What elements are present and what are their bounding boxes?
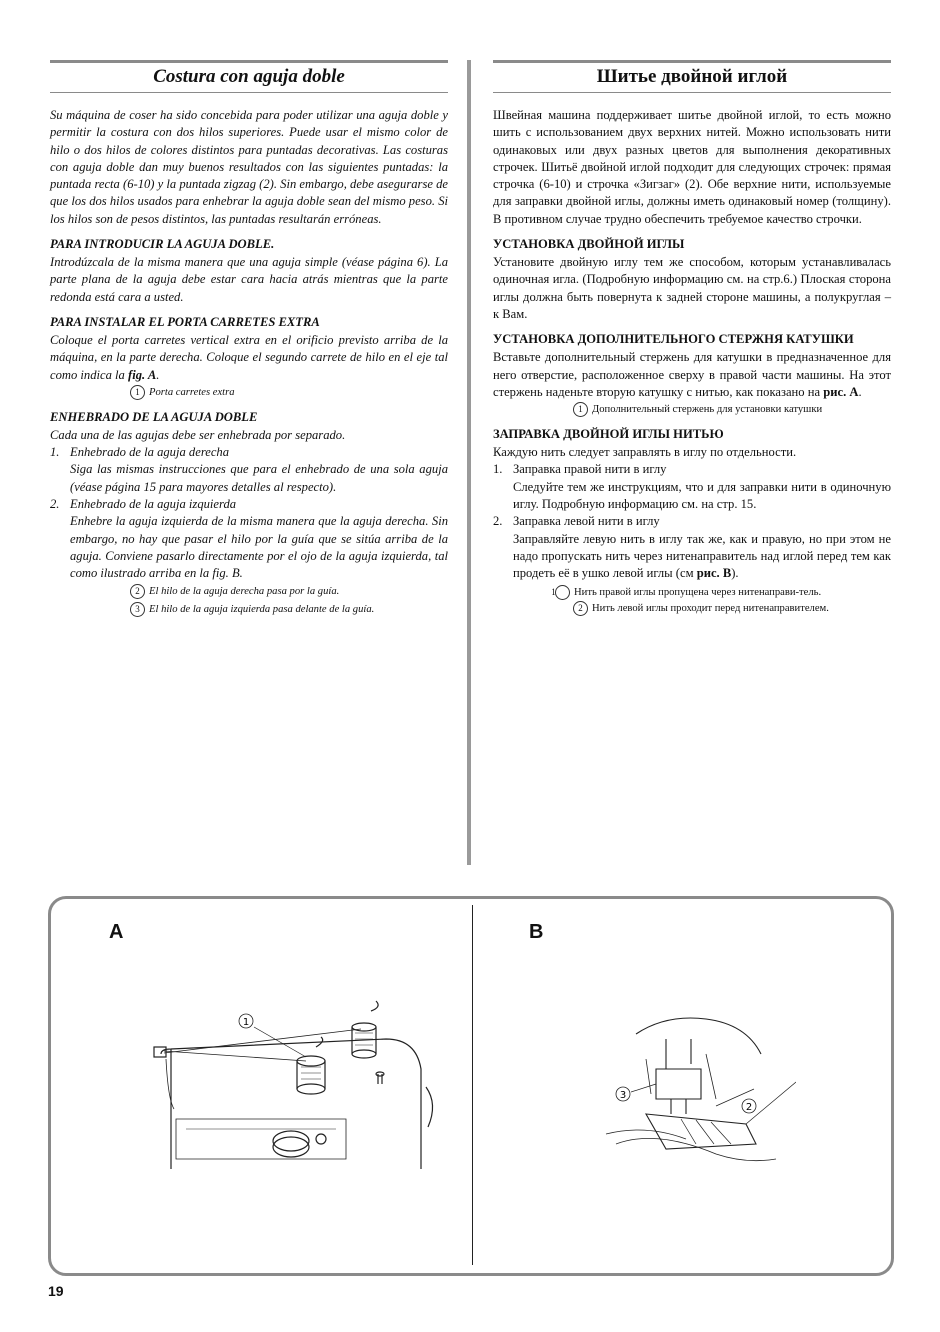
caption-3-ru: 2 Нить левой иглы проходит перед нитенаправителем. bbox=[493, 600, 891, 618]
intro-ru: Швейная машина поддерживает шитье двойной иглой, то есть можно шить с использованием двух верхних нитей. Можно использовать нити одинаковых или двух разных цветов для выполнения декоративных строчек. Шитьё двойной иглой подходит для следующих строчек: прямая строчка (6-10) и строчка «Зигзаг» (2). Обе верхние нити, используемые для заправки двойной иглы, должны иметь одинаковый номер (толщину). В противном случае трудно обеспечить требуемое качество строчки. bbox=[493, 108, 891, 226]
list-item: 1. Enhebrado de la aguja derecha Siga las mismas instrucciones que para el enhebrado de una sola aguja (véase página 15 para mayores detalles al respecto). bbox=[50, 445, 448, 494]
list-item: 2. Enhebrado de la aguja izquierda Enhebre la aguja izquierda de la misma manera que la aguja derecha. Sin embargo, no hay que pasar el hilo por la guía que se sitúa arriba de la aguja. Conviene pasarlo directamente por el ojo de la aguja izquierda, tal como ilustrado arriba en la fig. B. bbox=[50, 497, 448, 581]
column-spanish bbox=[50, 60, 448, 619]
heading-threading-es: ENHEBRADO DE LA AGUJA DOBLE bbox=[50, 409, 258, 424]
column-divider bbox=[467, 60, 471, 865]
threading-steps-es bbox=[50, 444, 448, 582]
intro-es: Su máquina de coser ha sido concebida para poder utilizar una aguja doble y permitir la costura con dos hilos superiores. Puede usar el mismo color de hilo o dos hilos de colores distintos para puntadas decorativas. Las costuras con aguja doble dan muy buenos resultados con las siguientes puntadas: la puntada recta (6-10) y la puntada zigzag (2). Sin embargo, debe asegurarse de que los dos hilos usados para enhebrar la aguja doble sean del mismo peso. Si los hilos son de pesos distintos, las puntadas resultarán erróneas. bbox=[50, 108, 448, 226]
threading-steps-ru bbox=[493, 461, 891, 582]
heading-spool-pin-es: PARA INSTALAR EL PORTA CARRETES EXTRA bbox=[50, 314, 320, 329]
heading-insert-needle-es: PARA INTRODUCIR LA AGUJA DOBLE. bbox=[50, 237, 275, 252]
heading-spool-pin-ru: УСТАНОВКА ДОПОЛНИТЕЛЬНОГО СТЕРЖНЯ КАТУШКИ bbox=[493, 332, 854, 347]
caption-1-es: 1 Porta carretes extra bbox=[50, 384, 448, 401]
caption-3-es: 3 El hilo de la aguja izquierda pasa delante de la guía. bbox=[50, 601, 448, 619]
marker-label-1: 1 bbox=[242, 1017, 250, 1028]
caption-2-es: 2 El hilo de la aguja derecha pasa por la guía. bbox=[50, 583, 448, 601]
text-threading-es: Cada una de las agujas debe ser enhebrada por separado. bbox=[50, 427, 346, 442]
figure-box bbox=[48, 896, 894, 1276]
fig-ref-a-ru: рис. А bbox=[823, 384, 859, 399]
section-title-es: Costura con aguja doble bbox=[50, 60, 448, 93]
page-number: 19 bbox=[48, 1283, 64, 1299]
figure-divider bbox=[472, 905, 473, 1265]
list-item: 1. Заправка правой нити в иглу Следуйте тем же инструкциям, что и для заправки нити в одиночную иглу. Подробную информацию см. на стр. 15. bbox=[493, 462, 891, 512]
marker-label-3: 3 bbox=[619, 1090, 627, 1101]
fig-ref-b-ru: рис. В bbox=[696, 566, 732, 581]
text-insert-needle-es: Introdúzcala de la misma manera que una aguja simple (véase página 6). La parte plana de la aguja debe estar cara hacia atrás mientras que la parte redonda está cara a usted. bbox=[50, 255, 448, 304]
text-insert-needle-ru: Установите двойную иглу тем же способом, которым устанавливалась одиночная игла. (Подробную информацию см. на стр.6.) Плоская сторона иглы должна быть повернута к задней стороне машины, а полукруглая – к Вам. bbox=[493, 255, 891, 321]
marker-label-2: 2 bbox=[745, 1102, 753, 1113]
text-spool-pin-es: Coloque el porta carretes vertical extra en el orificio previsto arriba de la máquina, en la parte derecha. Coloque el segundo carrete de hilo en el eje tal como indica la fig. A. bbox=[50, 332, 448, 382]
fig-ref-a-es: fig. A bbox=[128, 367, 157, 382]
caption-2-ru: 1 Нить правой иглы пропущена через нитенаправи-тель. bbox=[493, 585, 891, 600]
figure-b-illustration bbox=[596, 1014, 796, 1174]
heading-insert-needle-ru: УСТАНОВКА ДВОЙНОЙ ИГЛЫ bbox=[493, 237, 685, 252]
text-spool-pin-ru: Вставьте дополнительный стержень для катушки в предназначенное для него отверстие, расположенное сверху в правой части машины. На этот стержень наденьте вторую катушку с нитью, как показано на рис. А. bbox=[493, 350, 891, 399]
figure-label-b: B bbox=[529, 921, 544, 943]
text-threading-ru: Каждую нить следует заправлять в иглу по отдельности. bbox=[493, 445, 797, 460]
section-title-ru: Шитье двойной иглой bbox=[493, 60, 891, 93]
list-item: 2. Заправка левой нити в иглу Заправляйте левую нить в иглу так же, как и правую, но при этом не надо пропускать нить через нитенаправитель над иглой перед тем как продеть её в ушко левой иглы (см рис. В). bbox=[493, 514, 891, 581]
heading-threading-ru: ЗАПРАВКА ДВОЙНОЙ ИГЛЫ НИТЬЮ bbox=[493, 427, 724, 442]
figure-a-illustration bbox=[146, 999, 446, 1179]
figure-label-a: A bbox=[109, 921, 124, 943]
caption-1-ru: 1 Дополнительный стержень для установки катушки bbox=[493, 401, 891, 418]
column-russian bbox=[493, 60, 891, 618]
